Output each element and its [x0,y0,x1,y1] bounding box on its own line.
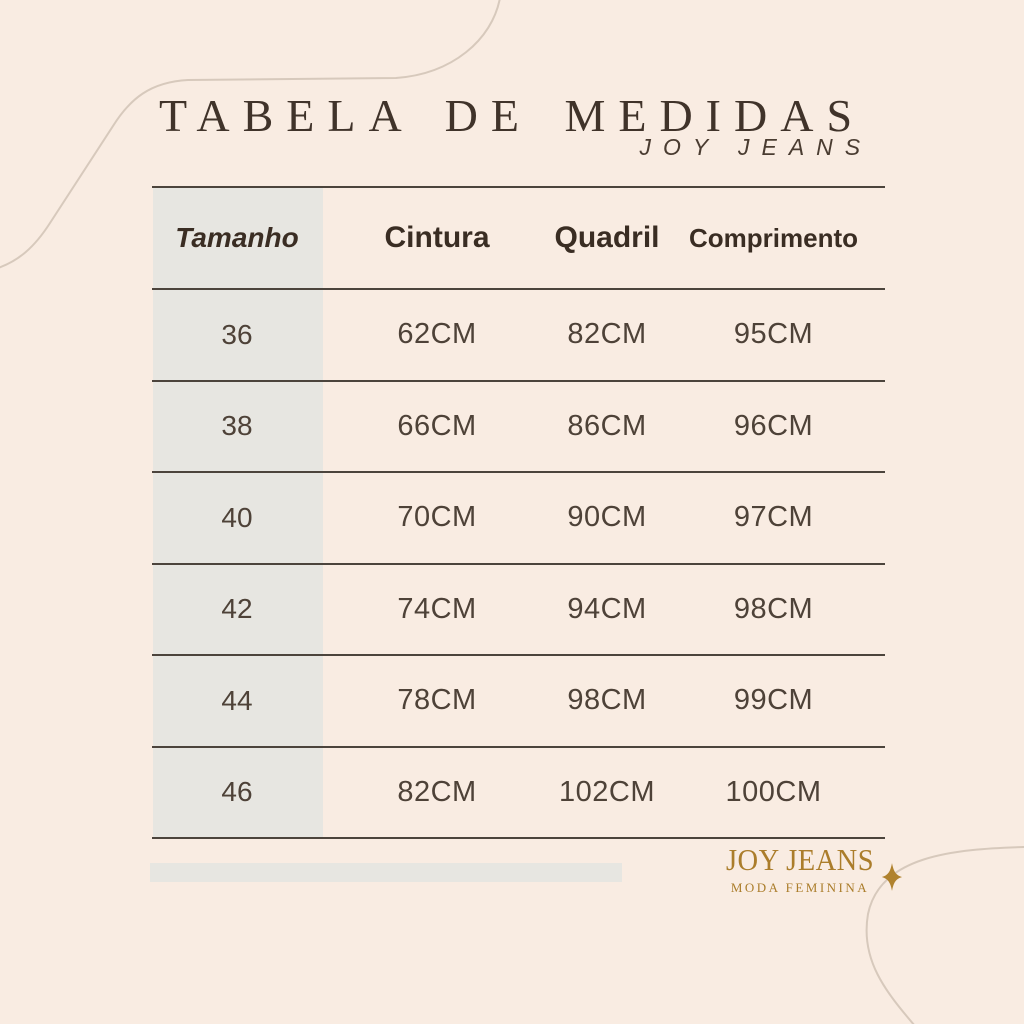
table-row [152,748,885,840]
column-header-comprimento: Comprimento [689,223,858,253]
cintura-value: 74CM [397,592,477,625]
quadril-value: 82CM [567,318,647,351]
comprimento-value: 95CM [733,318,814,351]
table-row [152,382,885,474]
table-row [152,290,885,382]
measurements-table [152,186,885,839]
brand-logo [690,842,910,896]
size-value: 38 [221,410,253,442]
table-header-row [152,188,885,290]
sparkle-icon [879,862,905,892]
page-title: TABELA DE MEDIDAS [158,90,866,141]
comprimento-value: 98CM [733,592,814,625]
quadril-value: 98CM [567,684,647,717]
brand-logo-tagline: MODA FEMININA [730,880,870,895]
comprimento-value: 96CM [733,409,814,442]
size-value: 44 [221,684,253,716]
column-header-cintura: Cintura [384,221,490,254]
cintura-value: 66CM [397,409,477,442]
table-row [152,656,885,748]
quadril-value: 94CM [567,592,647,625]
size-value: 36 [221,318,253,350]
table-row [152,565,885,657]
footer-accent-bar [150,863,622,882]
brand-logo-name: JOY JEANS [725,842,875,877]
cintura-value: 78CM [397,684,477,717]
cintura-value: 82CM [397,775,477,808]
table-body [152,290,885,839]
table-row [152,473,885,565]
cintura-value: 62CM [397,318,477,351]
cintura-value: 70CM [397,501,477,534]
quadril-value: 86CM [567,409,647,442]
comprimento-value: 99CM [733,684,814,717]
size-value: 46 [221,776,253,808]
comprimento-value: 97CM [733,501,814,534]
header-brand-subtitle: JOY JEANS [639,134,872,160]
size-value: 42 [221,593,253,625]
quadril-value: 102CM [559,775,655,808]
quadril-value: 90CM [567,501,647,534]
column-header-quadril: Quadril [554,221,660,254]
comprimento-value: 100CM [725,775,822,808]
column-header-tamanho: Tamanho [175,222,299,253]
size-value: 40 [221,501,253,533]
